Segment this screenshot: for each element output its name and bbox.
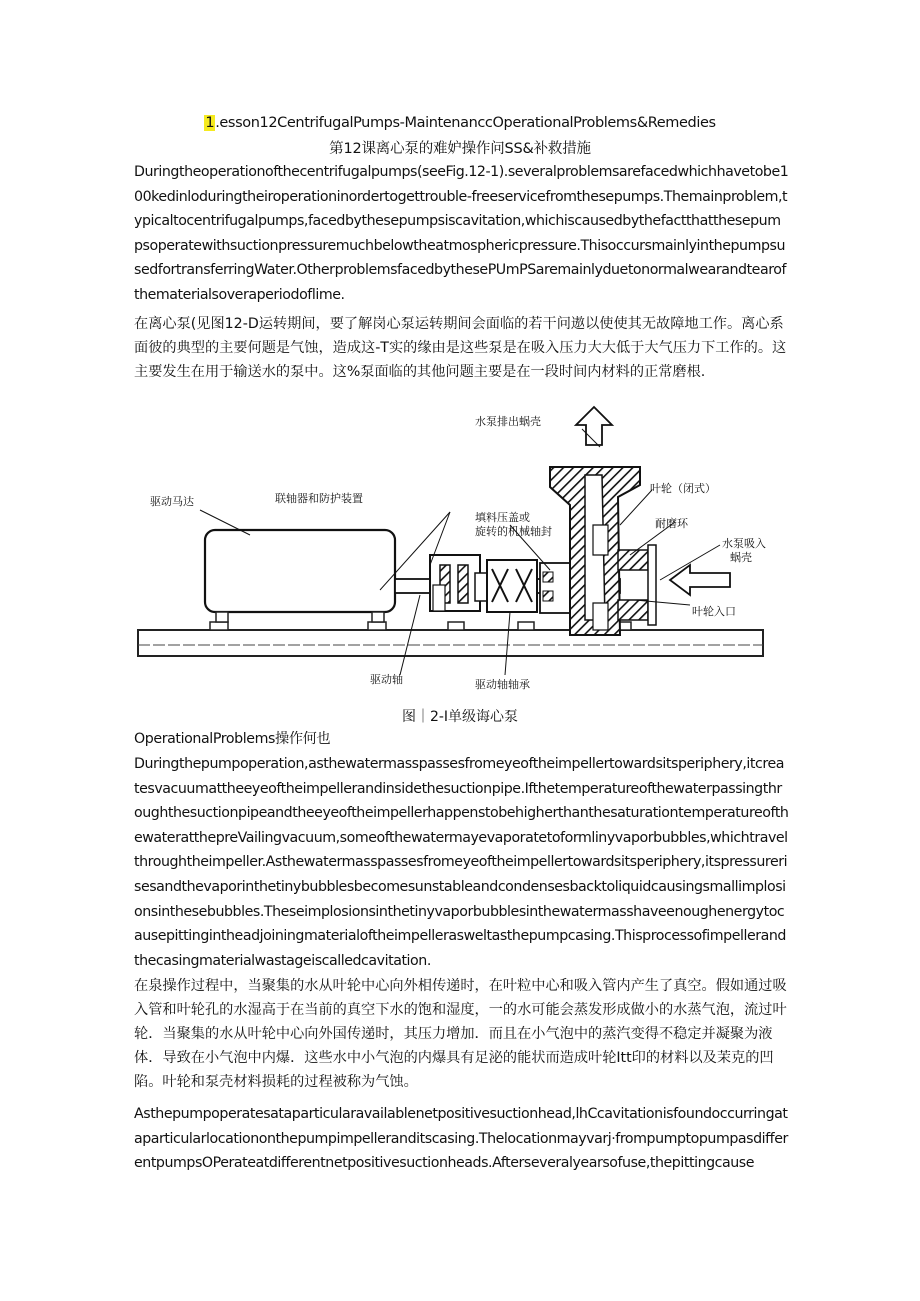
label-suction-volute-line1: 水泵吸入 — [722, 537, 766, 550]
suction-arrow-icon — [670, 565, 730, 595]
label-coupling-guard: 联轴器和防护装置 — [275, 492, 363, 505]
section-heading: OperationalProblems操作何也 — [134, 731, 331, 747]
coupling-guard — [430, 555, 487, 611]
body-paragraph-en-1: Duringthepumpoperation,asthewatermasspassesfromeyeoftheimpellertowardsitsperiphery,itcreatesvacuumattheeyeoftheimpellerandinsidethesuctionpipe.IfthetemperatureofthewaterpassingthroughthesuctionpipeandtheeyeoftheimpellerhappenstobehigherthanthesaturationtemperatureofthewateratthepreVailingvacuum,someofthewatermayevaporatetoformlinyvaporbubbles,whichtravelthroughtheimpeller.Asthewatermasspassesfromeyeoftheimpellertowardsitsperiphery,itspressurerisesandthevaporinthetinybubblesbecomesunstableandcondensesbacktoliquidcausingsmallimplosionsinthesebubbles.Theseimplosionsinthetinyvaporbubblesinthewatermasshaveenoughenergytocausepittingintheadjoiningmaterialoftheimpellerasweltasthepumpcasing.Thisprocessofimpellerandthecasingmaterialwastageiscalledcavitation. — [134, 756, 789, 969]
drive-motor — [205, 530, 395, 622]
label-impeller-inlet: 叶轮入口 — [692, 605, 736, 618]
pump-diagram — [130, 405, 790, 697]
discharge-arrow-icon — [576, 407, 612, 445]
label-impeller-closed: 叶轮（闭式） — [650, 482, 716, 495]
label-drive-motor: 驱动马达 — [150, 495, 194, 508]
body-paragraph-zh-1: 在泉操作过程中，当聚集的水从叶轮中心向外相传递时，在叶粒中心和吸入管内产生了真空。假如通过吸入管和叶轮孔的水湿高于在当前的真空下水的饱和湿度，一的水可能会蒸发形成做小的水蒸气泡，流过叶轮．当聚集的水从叶轮中心向外国传递时，其压力增加．而且在小气泡中的蒸汽变得不稳定并凝聚为液体．导致在小气泡中内爆．这些水中小气泡的内爆具有足泌的能状而造成叶轮Itt印的材料以及茉克的凹陷。叶轮和泵壳材料损耗的过程被称为气蚀。 — [134, 978, 787, 1090]
label-packing-line2: 旋转的机械轴封 — [475, 525, 552, 538]
label-wear-ring: 耐磨环 — [655, 517, 688, 530]
label-packing-line1: 填料压盖或 — [475, 511, 530, 524]
lesson-subtitle: 第12课离心泵的难妒操作问SS&补救措施 — [329, 141, 591, 157]
bearing-housing — [487, 560, 537, 612]
label-suction-volute-line2: 蜗壳 — [730, 551, 752, 564]
label-discharge-volute: 水泵排出蜗壳 — [475, 415, 541, 428]
base-plate — [138, 622, 763, 656]
figure-caption: 图｜2-I单级诲心泵 — [401, 709, 519, 725]
title-text: .esson12CentrifugalPumps-MaintenanccOperationalProblems&Remedies — [215, 115, 716, 131]
intro-paragraph-zh: 在离心泵(见图12-D运转期间，要了解岗心泵运转期间会面临的若干问遨以使使其无故障地工作。离心系面彼的典型的主要何题是气蚀，造成这-T实的缘由是这些泵是在吸入压力大大低于大气压力下工作的。这主要发生在用于输送水的泵中。这%泵面临的其他问题主要是在一段时间内材料的正常磨根. — [134, 316, 787, 380]
packing-gland — [540, 563, 570, 613]
title-highlight: 1 — [205, 115, 215, 131]
label-drive-shaft: 驱动轴 — [370, 673, 403, 686]
label-shaft-bearing: 驱动轴轴承 — [475, 678, 530, 691]
body-paragraph-en-2: Asthepumpoperatesataparticularavailablenetpositivesuctionhead,lhCcavitationisfoundoccurringataparticularlocationonthepumpimpelleranditscasing.Thelocationmayvarj·frompumptopumpasdifferentpumpsOPerateatdifferentnetpositivesuctionheads.Afterseveralyearsofuse,thepittingcause — [134, 1106, 788, 1172]
lesson-title — [0, 115, 920, 131]
intro-paragraph-en: Duringtheoperationofthecentrifugalpumps(seeFig.12-1).severalproblemsarefacedwhichhavetobe100kedinloduringtheiroperationinordertogettrouble-freeservicefromthesepumps.Themainproblem,typicaltocentrifugalpumps,facedbythesepumpsiscavitation,whichiscausedbythefactthatthesepumpsoperatewithsuctionpressuremuchbelowtheatmosphericpressure.ThisoccursmainlyinthepumpsusedfortransferringWater.OtherproblemsfacedbythesePUmPSaremainlyduetonormalwearandtearofthematerialsoveraperiodoflime. — [134, 164, 789, 303]
